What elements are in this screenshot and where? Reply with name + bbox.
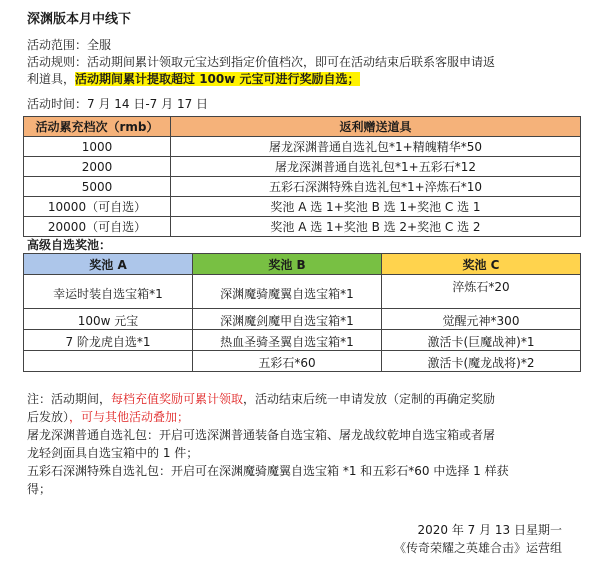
table-row xyxy=(24,330,581,351)
page-title: 深渊版本月中线下 xyxy=(27,12,132,27)
pool-c-item: 激活卡(巨魔战神)*1 xyxy=(382,330,581,351)
pool-b-item: 深渊魔骑魔翼自选宝箱*1 xyxy=(193,275,382,309)
table-row xyxy=(24,309,581,330)
pool-b-item: 深渊魔剑魔甲自选宝箱*1 xyxy=(193,309,382,330)
activity-rule-line1: 活动规则：活动期间累计领取元宝达到指定价值档次，即可在活动结束后联系客服申请返 xyxy=(27,55,496,69)
pool-table-header xyxy=(24,254,581,275)
recharge-reward: 五彩石深渊特殊自选礼包*1+淬炼石*10 xyxy=(171,177,581,197)
recharge-reward: 奖池 A 选 1+奖池 B 选 2+奖池 C 选 2 xyxy=(171,217,581,237)
recharge-header-tier: 活动累充档次（rmb） xyxy=(24,117,171,137)
signature-date: 2020 年 7 月 13 日星期一 xyxy=(417,523,562,537)
table-row xyxy=(24,197,581,217)
note2-red: ，可与其他活动叠加； xyxy=(69,410,190,424)
note1-rest: ，活动结束后统一申请发放（定制的再确定奖励 xyxy=(243,392,496,406)
note-line1 xyxy=(27,391,495,407)
recharge-header-reward: 返利赠送道具 xyxy=(171,117,581,137)
note1-red: 每档充值奖励可累计领取 xyxy=(111,392,244,406)
signature-org: 《传奇荣耀之英雄合击》运营组 xyxy=(393,541,562,555)
activity-rule-highlight: 活动期间累计提取超过 100w 元宝可进行奖励自选； xyxy=(75,72,360,86)
note-line5: 五彩石深渊特殊自选礼包：开启可在深渊魔骑魔翼自选宝箱 *1 和五彩石*60 中选择 1 样获 xyxy=(27,464,509,478)
note-line4: 龙轻剑面具自选宝箱中的 1 件； xyxy=(27,446,199,460)
pool-c-item: 激活卡(魔龙战将)*2 xyxy=(382,351,581,372)
table-row xyxy=(24,217,581,237)
recharge-tier: 20000（可自选） xyxy=(24,217,171,237)
pool-a-item: 幸运时装自选宝箱*1 xyxy=(24,275,193,309)
reward-pool-table xyxy=(23,253,581,372)
recharge-tier: 10000（可自选） xyxy=(24,197,171,217)
note2-prefix: 后发放） xyxy=(27,410,70,424)
pool-c-item: 淬炼石*20 xyxy=(382,275,581,309)
activity-scope: 活动范围：全服 xyxy=(27,38,112,52)
pool-section-title: 高级自选奖池： xyxy=(27,238,112,252)
recharge-reward: 屠龙深渊普通自选礼包*1+精魄精华*50 xyxy=(171,137,581,157)
pool-a-item xyxy=(24,351,193,372)
table-row xyxy=(24,275,581,309)
recharge-table xyxy=(23,116,581,237)
pool-b-header: 奖池 B xyxy=(193,254,382,275)
recharge-tier: 1000 xyxy=(24,137,171,157)
table-row xyxy=(24,157,581,177)
pool-a-item: 100w 元宝 xyxy=(24,309,193,330)
pool-c-item: 觉醒元神*300 xyxy=(382,309,581,330)
recharge-tier: 2000 xyxy=(24,157,171,177)
note-line6: 得； xyxy=(27,482,52,496)
table-row xyxy=(24,351,581,372)
table-row xyxy=(24,177,581,197)
pool-a-item: 7 阶龙虎自选*1 xyxy=(24,330,193,351)
activity-rule-prefix: 利道具， xyxy=(27,72,76,86)
recharge-reward: 屠龙深渊普通自选礼包*1+五彩石*12 xyxy=(171,157,581,177)
recharge-table-header xyxy=(24,117,581,137)
note-line3: 屠龙深渊普通自选礼包：开启可选深渊普通装备自选宝箱、屠龙战纹乾坤自选宝箱或者屠 xyxy=(27,428,496,442)
recharge-reward: 奖池 A 选 1+奖池 B 选 1+奖池 C 选 1 xyxy=(171,197,581,217)
pool-b-item: 热血圣骑圣翼自选宝箱*1 xyxy=(193,330,382,351)
pool-a-header: 奖池 A xyxy=(24,254,193,275)
pool-b-item: 五彩石*60 xyxy=(193,351,382,372)
pool-c-header: 奖池 C xyxy=(382,254,581,275)
recharge-tier: 5000 xyxy=(24,177,171,197)
table-row xyxy=(24,137,581,157)
activity-time: 活动时间：7 月 14 日-7 月 17 日 xyxy=(27,97,209,111)
note1-prefix: 注：活动期间， xyxy=(27,392,112,406)
activity-rule-line2 xyxy=(27,72,360,87)
note-line2 xyxy=(27,409,189,425)
